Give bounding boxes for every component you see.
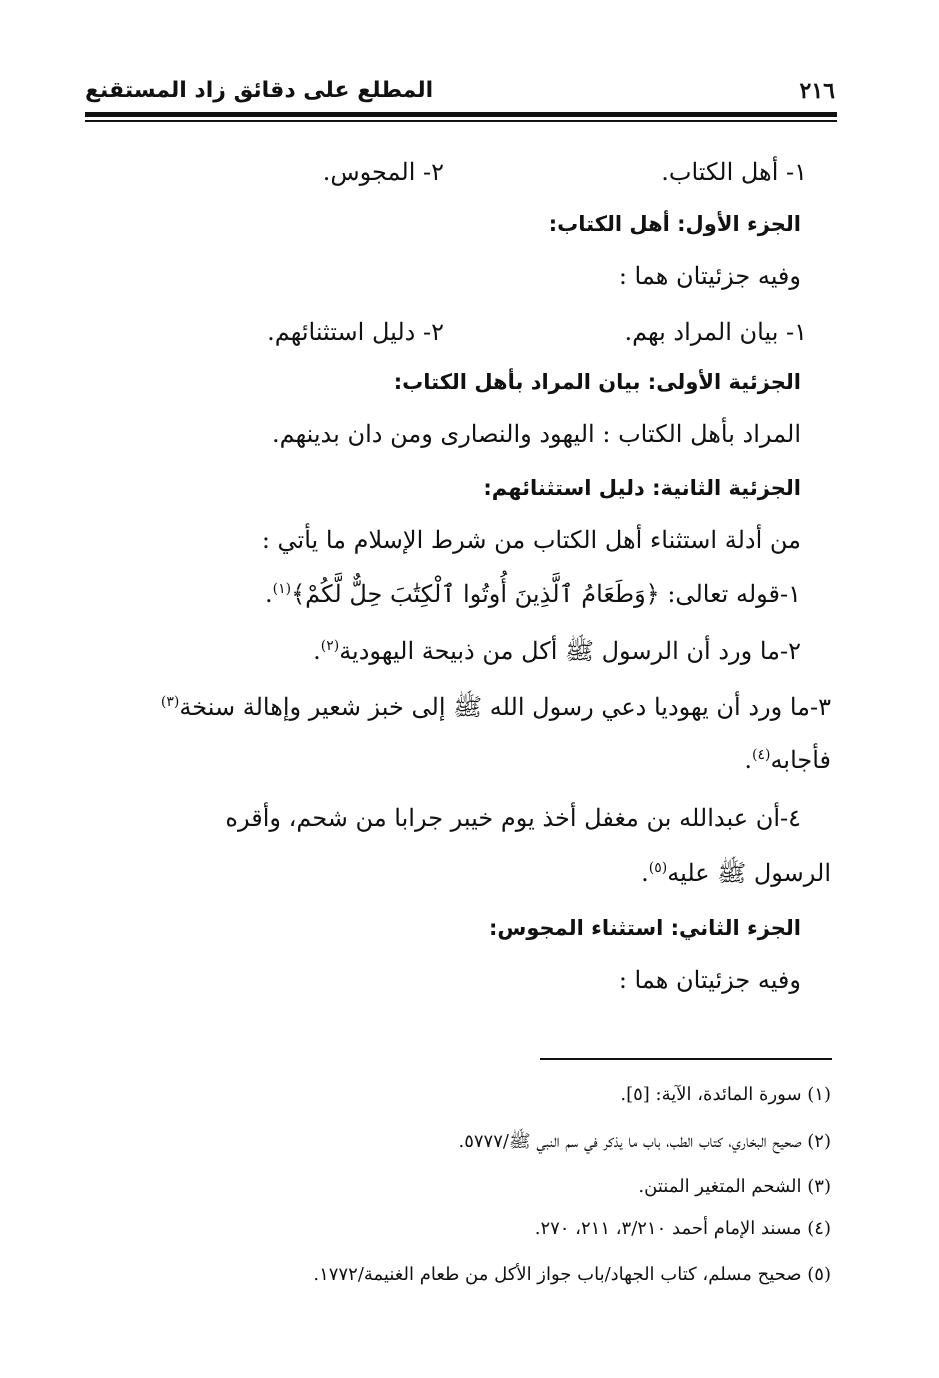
paragraph: وفيه جزئيتان هما : bbox=[618, 262, 801, 290]
footnote-ref: (١) bbox=[272, 581, 292, 597]
page-header bbox=[85, 78, 835, 112]
paragraph: المراد بأهل الكتاب : اليهود والنصارى ومن دان بدينهم. bbox=[271, 420, 801, 448]
section-heading: الجزئية الثانية: دليل استثنائهم: bbox=[483, 476, 801, 500]
running-title: المطلع على دقائق زاد المستقنع bbox=[85, 78, 434, 103]
footnote: (٥) صحيح مسلم، كتاب الجهاد/باب جواز الأكل من طعام الغنيمة/١٧٧٢. bbox=[313, 1264, 831, 1285]
footnote-separator bbox=[540, 1058, 832, 1060]
evidence-text: ٢-ما ورد أن الرسول ﷺ أكل من ذبيحة اليهودية bbox=[339, 637, 801, 665]
evidence-text: الرسول ﷺ عليه bbox=[667, 859, 831, 887]
page-number: ٢١٦ bbox=[799, 78, 835, 104]
paragraph: من أدلة استثناء أهل الكتاب من شرط الإسلام ما يأتي : bbox=[261, 526, 801, 554]
list-item: ١- أهل الكتاب. bbox=[661, 158, 807, 186]
period: . bbox=[744, 746, 753, 774]
evidence-continuation bbox=[744, 746, 831, 774]
footnote-ref: (٣) bbox=[160, 694, 180, 710]
footnote: (٤) مسند الإمام أحمد ٣/٢١٠، ٢١١، ٢٧٠. bbox=[534, 1218, 831, 1239]
evidence-text: فأجابه bbox=[770, 746, 831, 774]
section-heading: الجزئية الأولى: بيان المراد بأهل الكتاب: bbox=[393, 370, 801, 394]
period: . bbox=[313, 637, 321, 665]
section-heading: الجزء الأول: أهل الكتاب: bbox=[548, 212, 801, 236]
evidence-text: ٣-ما ورد أن يهوديا دعي رسول الله ﷺ إلى خبز شعير وإهالة سنخة bbox=[179, 693, 831, 721]
list-item: ٢- المجوس. bbox=[322, 158, 444, 186]
header-rule-thin bbox=[85, 120, 837, 122]
footnote: (٣) الشحم المتغير المنتن. bbox=[638, 1176, 831, 1197]
section-heading: الجزء الثاني: استثناء المجوس: bbox=[488, 916, 801, 940]
evidence-item bbox=[161, 692, 831, 727]
evidence-text: ٤-أن عبدالله بن مغفل أخذ يوم خيبر جرابا من شحم، وأقره bbox=[225, 804, 801, 832]
evidence-item bbox=[225, 804, 801, 832]
header-rule-thick bbox=[85, 112, 837, 117]
list-item: ٢- دليل استثنائهم. bbox=[267, 318, 444, 346]
footnote-ref: (٤) bbox=[752, 747, 771, 763]
evidence-text: ١-قوله تعالى: ﴿وَطَعَامُ ٱلَّذِينَ أُوتُوا ٱلْكِتَٰبَ حِلٌّ لَّكُمْ﴾ bbox=[291, 580, 801, 608]
evidence-item bbox=[265, 580, 801, 608]
footnote-ref: (٥) bbox=[648, 860, 668, 876]
paragraph: وفيه جزئيتان هما : bbox=[618, 966, 801, 994]
list-item: ١- بيان المراد بهم. bbox=[624, 318, 807, 346]
footnote: (١) سورة المائدة، الآية: [٥]. bbox=[620, 1084, 831, 1105]
evidence-continuation bbox=[641, 858, 831, 893]
period: . bbox=[641, 859, 649, 887]
evidence-item bbox=[313, 636, 801, 671]
footnote: (٢) صحيح البخاري، كتاب الطب، باب ما يذكر في سم النبي ﷺ/٥٧٧٧. bbox=[458, 1131, 831, 1152]
footnote-ref: (٢) bbox=[320, 638, 340, 654]
period: . bbox=[264, 580, 273, 608]
